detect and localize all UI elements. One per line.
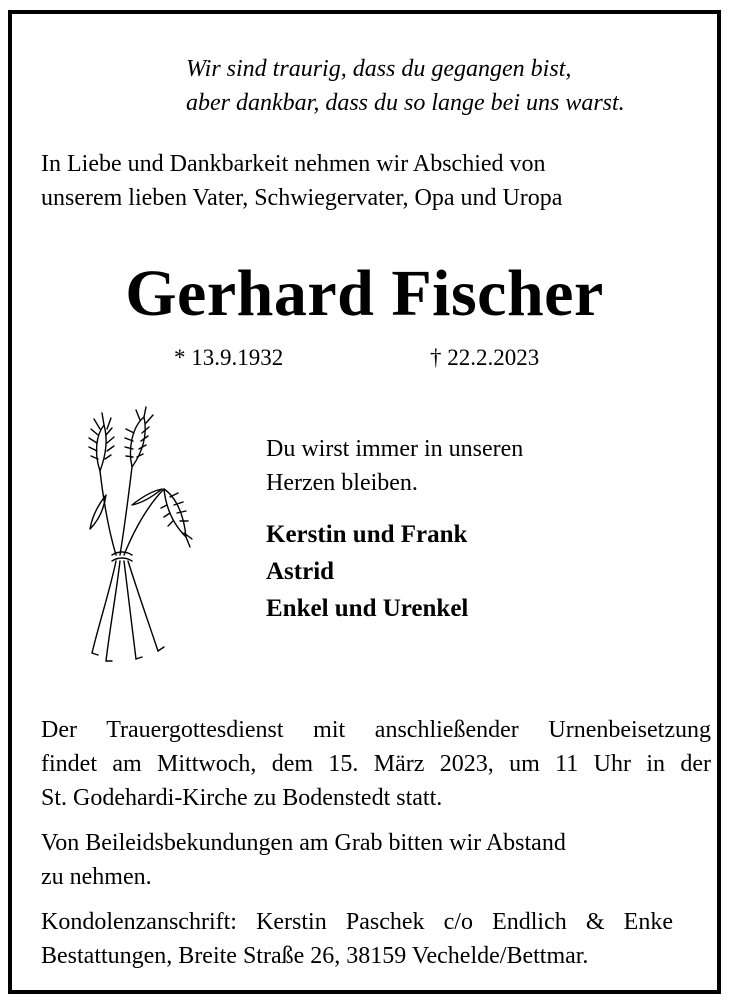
intro-line-1: In Liebe und Dankbarkeit nehmen wir Abschied von (41, 151, 546, 177)
service-line-2: findet am Mittwoch, dem 15. März 2023, um 11 Uhr in der (41, 751, 711, 777)
condolence-line-1: Von Beileidsbekundungen am Grab bitten wir Abstand (41, 830, 566, 856)
address-line-1: Kondolenzanschrift: Kerstin Paschek c/o Endlich & Enke (41, 909, 673, 935)
service-line-1: Der Trauergottesdienst mit anschließender Urnenbeisetzung (41, 717, 711, 743)
message-line-1: Du wirst immer in unseren (266, 436, 524, 462)
intro-line-2: unserem lieben Vater, Schwiegervater, Opa und Uropa (41, 185, 563, 211)
service-line-3: St. Godehardi-Kirche zu Bodenstedt statt. (41, 785, 443, 811)
mourner-1: Kerstin und Frank (266, 521, 468, 548)
quote-line-2: aber dankbar, dass du so lange bei uns warst. (186, 90, 625, 116)
condolence-line-2: zu nehmen. (41, 864, 152, 890)
wheat-bundle-icon (76, 405, 200, 667)
mourner-2: Astrid (266, 558, 335, 585)
mourner-3: Enkel und Urenkel (266, 595, 469, 622)
death-date: † 22.2.2023 (430, 345, 540, 370)
birth-date: * 13.9.1932 (174, 345, 284, 370)
address-line-2: Bestattungen, Breite Straße 26, 38159 Vechelde/Bettmar. (41, 943, 589, 969)
message-line-2: Herzen bleiben. (266, 470, 418, 496)
deceased-name: Gerhard Fischer (125, 257, 604, 330)
quote-line-1: Wir sind traurig, dass du gegangen bist, (186, 56, 572, 82)
